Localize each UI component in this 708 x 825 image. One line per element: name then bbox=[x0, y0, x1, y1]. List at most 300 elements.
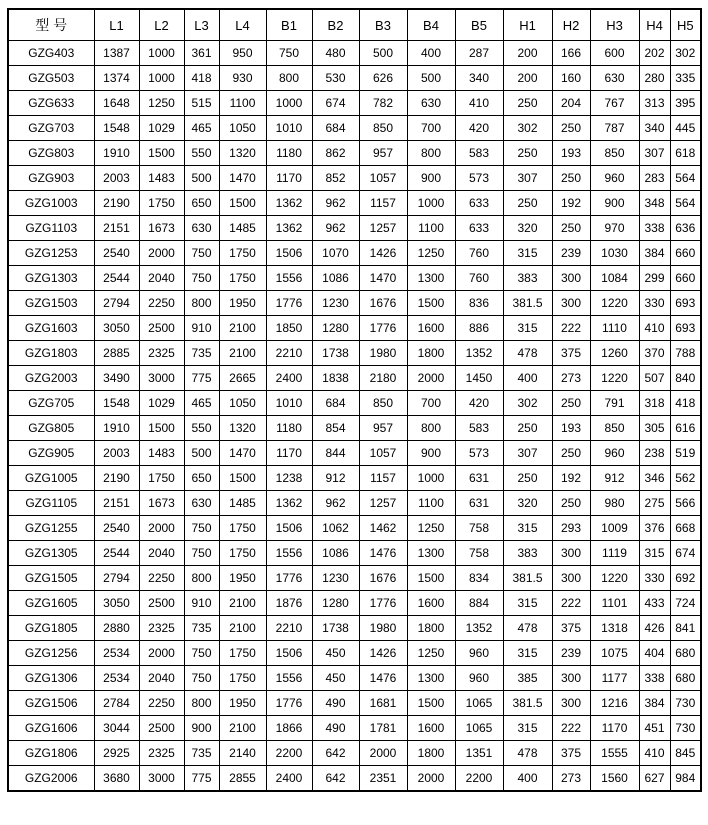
value-cell: 583 bbox=[455, 141, 503, 166]
value-cell: 642 bbox=[312, 741, 359, 766]
table-row bbox=[8, 491, 701, 516]
value-cell: 193 bbox=[552, 416, 590, 441]
value-cell: 2794 bbox=[94, 291, 139, 316]
value-cell: 850 bbox=[359, 116, 407, 141]
value-cell: 750 bbox=[184, 516, 219, 541]
value-cell: 1776 bbox=[266, 691, 312, 716]
value-cell: 1556 bbox=[266, 666, 312, 691]
value-cell: 2540 bbox=[94, 241, 139, 266]
value-cell: 788 bbox=[670, 341, 701, 366]
value-cell: 1075 bbox=[590, 641, 639, 666]
value-cell: 280 bbox=[639, 66, 670, 91]
value-cell: 300 bbox=[552, 666, 590, 691]
value-cell: 984 bbox=[670, 766, 701, 792]
value-cell: 307 bbox=[503, 166, 552, 191]
column-header: H3 bbox=[590, 9, 639, 41]
value-cell: 1065 bbox=[455, 691, 503, 716]
value-cell: 3044 bbox=[94, 716, 139, 741]
value-cell: 450 bbox=[312, 641, 359, 666]
value-cell: 305 bbox=[639, 416, 670, 441]
value-cell: 630 bbox=[590, 66, 639, 91]
value-cell: 1057 bbox=[359, 441, 407, 466]
value-cell: 1300 bbox=[407, 541, 455, 566]
table-row bbox=[8, 566, 701, 591]
value-cell: 1600 bbox=[407, 716, 455, 741]
value-cell: 1910 bbox=[94, 141, 139, 166]
value-cell: 2100 bbox=[219, 716, 266, 741]
value-cell: 2885 bbox=[94, 341, 139, 366]
table-row bbox=[8, 41, 701, 66]
value-cell: 287 bbox=[455, 41, 503, 66]
table-row bbox=[8, 766, 701, 792]
value-cell: 283 bbox=[639, 166, 670, 191]
table-row bbox=[8, 366, 701, 391]
column-header: L1 bbox=[94, 9, 139, 41]
value-cell: 735 bbox=[184, 616, 219, 641]
value-cell: 204 bbox=[552, 91, 590, 116]
value-cell: 775 bbox=[184, 366, 219, 391]
value-cell: 562 bbox=[670, 466, 701, 491]
value-cell: 361 bbox=[184, 41, 219, 66]
value-cell: 1065 bbox=[455, 716, 503, 741]
value-cell: 202 bbox=[639, 41, 670, 66]
model-cell: GZG1256 bbox=[8, 641, 94, 666]
value-cell: 400 bbox=[503, 766, 552, 792]
table-row bbox=[8, 166, 701, 191]
value-cell: 2210 bbox=[266, 616, 312, 641]
value-cell: 912 bbox=[312, 466, 359, 491]
value-cell: 1776 bbox=[359, 316, 407, 341]
column-header: H5 bbox=[670, 9, 701, 41]
value-cell: 1220 bbox=[590, 291, 639, 316]
value-cell: 302 bbox=[503, 391, 552, 416]
table-row bbox=[8, 91, 701, 116]
value-cell: 767 bbox=[590, 91, 639, 116]
value-cell: 340 bbox=[455, 66, 503, 91]
value-cell: 451 bbox=[639, 716, 670, 741]
value-cell: 166 bbox=[552, 41, 590, 66]
value-cell: 3680 bbox=[94, 766, 139, 792]
value-cell: 293 bbox=[552, 516, 590, 541]
value-cell: 1548 bbox=[94, 391, 139, 416]
value-cell: 1681 bbox=[359, 691, 407, 716]
value-cell: 1738 bbox=[312, 616, 359, 641]
value-cell: 1506 bbox=[266, 241, 312, 266]
value-cell: 900 bbox=[407, 441, 455, 466]
model-cell: GZG1103 bbox=[8, 216, 94, 241]
value-cell: 2003 bbox=[94, 166, 139, 191]
model-cell: GZG1503 bbox=[8, 291, 94, 316]
value-cell: 2500 bbox=[139, 316, 184, 341]
value-cell: 852 bbox=[312, 166, 359, 191]
value-cell: 564 bbox=[670, 191, 701, 216]
value-cell: 2925 bbox=[94, 741, 139, 766]
table-row bbox=[8, 441, 701, 466]
table-row bbox=[8, 216, 701, 241]
value-cell: 238 bbox=[639, 441, 670, 466]
value-cell: 480 bbox=[312, 41, 359, 66]
value-cell: 650 bbox=[184, 466, 219, 491]
value-cell: 583 bbox=[455, 416, 503, 441]
value-cell: 841 bbox=[670, 616, 701, 641]
value-cell: 630 bbox=[407, 91, 455, 116]
value-cell: 900 bbox=[590, 191, 639, 216]
table-row bbox=[8, 416, 701, 441]
value-cell: 700 bbox=[407, 391, 455, 416]
value-cell: 250 bbox=[552, 166, 590, 191]
value-cell: 1170 bbox=[266, 441, 312, 466]
value-cell: 335 bbox=[670, 66, 701, 91]
value-cell: 222 bbox=[552, 591, 590, 616]
column-header: H1 bbox=[503, 9, 552, 41]
value-cell: 1000 bbox=[139, 41, 184, 66]
value-cell: 383 bbox=[503, 541, 552, 566]
model-cell: GZG1003 bbox=[8, 191, 94, 216]
value-cell: 2325 bbox=[139, 341, 184, 366]
table-row bbox=[8, 741, 701, 766]
value-cell: 962 bbox=[312, 191, 359, 216]
value-cell: 962 bbox=[312, 491, 359, 516]
value-cell: 250 bbox=[503, 91, 552, 116]
value-cell: 1100 bbox=[407, 491, 455, 516]
table-row bbox=[8, 116, 701, 141]
table-row bbox=[8, 266, 701, 291]
value-cell: 383 bbox=[503, 266, 552, 291]
value-cell: 636 bbox=[670, 216, 701, 241]
value-cell: 426 bbox=[639, 616, 670, 641]
model-cell: GZG2003 bbox=[8, 366, 94, 391]
value-cell: 160 bbox=[552, 66, 590, 91]
column-header: B4 bbox=[407, 9, 455, 41]
value-cell: 2400 bbox=[266, 366, 312, 391]
value-cell: 1555 bbox=[590, 741, 639, 766]
value-cell: 2190 bbox=[94, 466, 139, 491]
value-cell: 1426 bbox=[359, 641, 407, 666]
value-cell: 420 bbox=[455, 116, 503, 141]
value-cell: 1250 bbox=[407, 516, 455, 541]
value-cell: 1673 bbox=[139, 216, 184, 241]
value-cell: 300 bbox=[552, 541, 590, 566]
table-row bbox=[8, 641, 701, 666]
value-cell: 1500 bbox=[139, 141, 184, 166]
value-cell: 1057 bbox=[359, 166, 407, 191]
value-cell: 404 bbox=[639, 641, 670, 666]
value-cell: 1676 bbox=[359, 291, 407, 316]
value-cell: 2250 bbox=[139, 291, 184, 316]
value-cell: 250 bbox=[552, 116, 590, 141]
value-cell: 910 bbox=[184, 591, 219, 616]
value-cell: 530 bbox=[312, 66, 359, 91]
value-cell: 1086 bbox=[312, 541, 359, 566]
value-cell: 616 bbox=[670, 416, 701, 441]
value-cell: 2180 bbox=[359, 366, 407, 391]
value-cell: 1485 bbox=[219, 216, 266, 241]
value-cell: 515 bbox=[184, 91, 219, 116]
value-cell: 1000 bbox=[266, 91, 312, 116]
value-cell: 418 bbox=[184, 66, 219, 91]
value-cell: 1800 bbox=[407, 616, 455, 641]
value-cell: 490 bbox=[312, 716, 359, 741]
value-cell: 750 bbox=[184, 541, 219, 566]
value-cell: 564 bbox=[670, 166, 701, 191]
value-cell: 315 bbox=[503, 241, 552, 266]
value-cell: 735 bbox=[184, 341, 219, 366]
value-cell: 912 bbox=[590, 466, 639, 491]
value-cell: 1250 bbox=[139, 91, 184, 116]
value-cell: 330 bbox=[639, 291, 670, 316]
value-cell: 1506 bbox=[266, 641, 312, 666]
value-cell: 693 bbox=[670, 316, 701, 341]
value-cell: 633 bbox=[455, 216, 503, 241]
model-cell: GZG1303 bbox=[8, 266, 94, 291]
table-row bbox=[8, 541, 701, 566]
value-cell: 850 bbox=[359, 391, 407, 416]
value-cell: 1950 bbox=[219, 566, 266, 591]
value-cell: 1876 bbox=[266, 591, 312, 616]
column-header: B5 bbox=[455, 9, 503, 41]
value-cell: 630 bbox=[184, 491, 219, 516]
value-cell: 631 bbox=[455, 491, 503, 516]
value-cell: 1320 bbox=[219, 416, 266, 441]
value-cell: 844 bbox=[312, 441, 359, 466]
value-cell: 750 bbox=[184, 641, 219, 666]
value-cell: 2100 bbox=[219, 591, 266, 616]
value-cell: 222 bbox=[552, 716, 590, 741]
value-cell: 693 bbox=[670, 291, 701, 316]
value-cell: 300 bbox=[552, 566, 590, 591]
value-cell: 2500 bbox=[139, 716, 184, 741]
model-cell: GZG703 bbox=[8, 116, 94, 141]
value-cell: 1750 bbox=[219, 241, 266, 266]
value-cell: 2200 bbox=[455, 766, 503, 792]
value-cell: 930 bbox=[219, 66, 266, 91]
value-cell: 1738 bbox=[312, 341, 359, 366]
value-cell: 1180 bbox=[266, 416, 312, 441]
value-cell: 1030 bbox=[590, 241, 639, 266]
value-cell: 1000 bbox=[407, 191, 455, 216]
value-cell: 1776 bbox=[266, 566, 312, 591]
value-cell: 1230 bbox=[312, 291, 359, 316]
value-cell: 400 bbox=[407, 41, 455, 66]
value-cell: 1476 bbox=[359, 666, 407, 691]
column-header: B1 bbox=[266, 9, 312, 41]
value-cell: 854 bbox=[312, 416, 359, 441]
value-cell: 500 bbox=[184, 441, 219, 466]
table-row bbox=[8, 341, 701, 366]
value-cell: 1470 bbox=[219, 441, 266, 466]
value-cell: 600 bbox=[590, 41, 639, 66]
value-cell: 550 bbox=[184, 416, 219, 441]
value-cell: 550 bbox=[184, 141, 219, 166]
value-cell: 1426 bbox=[359, 241, 407, 266]
value-cell: 760 bbox=[455, 266, 503, 291]
value-cell: 626 bbox=[359, 66, 407, 91]
value-cell: 782 bbox=[359, 91, 407, 116]
model-cell: GZG503 bbox=[8, 66, 94, 91]
value-cell: 1470 bbox=[219, 166, 266, 191]
value-cell: 1548 bbox=[94, 116, 139, 141]
value-cell: 1910 bbox=[94, 416, 139, 441]
value-cell: 787 bbox=[590, 116, 639, 141]
value-cell: 418 bbox=[670, 391, 701, 416]
model-cell: GZG1005 bbox=[8, 466, 94, 491]
value-cell: 900 bbox=[407, 166, 455, 191]
table-row bbox=[8, 666, 701, 691]
value-cell: 1462 bbox=[359, 516, 407, 541]
value-cell: 633 bbox=[455, 191, 503, 216]
value-cell: 1838 bbox=[312, 366, 359, 391]
value-cell: 1318 bbox=[590, 616, 639, 641]
value-cell: 315 bbox=[503, 641, 552, 666]
value-cell: 566 bbox=[670, 491, 701, 516]
value-cell: 1029 bbox=[139, 116, 184, 141]
value-cell: 346 bbox=[639, 466, 670, 491]
value-cell: 1000 bbox=[139, 66, 184, 91]
value-cell: 750 bbox=[184, 666, 219, 691]
model-cell: GZG1306 bbox=[8, 666, 94, 691]
value-cell: 200 bbox=[503, 41, 552, 66]
value-cell: 1750 bbox=[219, 516, 266, 541]
value-cell: 1776 bbox=[359, 591, 407, 616]
value-cell: 1170 bbox=[590, 716, 639, 741]
value-cell: 800 bbox=[184, 291, 219, 316]
value-cell: 680 bbox=[670, 666, 701, 691]
value-cell: 1648 bbox=[94, 91, 139, 116]
value-cell: 250 bbox=[503, 191, 552, 216]
value-cell: 573 bbox=[455, 166, 503, 191]
value-cell: 1257 bbox=[359, 216, 407, 241]
value-cell: 239 bbox=[552, 641, 590, 666]
column-header: H4 bbox=[639, 9, 670, 41]
value-cell: 300 bbox=[552, 691, 590, 716]
model-cell: GZG1606 bbox=[8, 716, 94, 741]
value-cell: 800 bbox=[407, 141, 455, 166]
value-cell: 2540 bbox=[94, 516, 139, 541]
value-cell: 385 bbox=[503, 666, 552, 691]
value-cell: 1084 bbox=[590, 266, 639, 291]
value-cell: 315 bbox=[503, 516, 552, 541]
value-cell: 845 bbox=[670, 741, 701, 766]
model-cell: GZG1253 bbox=[8, 241, 94, 266]
value-cell: 1800 bbox=[407, 741, 455, 766]
value-cell: 957 bbox=[359, 416, 407, 441]
value-cell: 1050 bbox=[219, 391, 266, 416]
value-cell: 192 bbox=[552, 466, 590, 491]
value-cell: 950 bbox=[219, 41, 266, 66]
table-row bbox=[8, 191, 701, 216]
value-cell: 2210 bbox=[266, 341, 312, 366]
value-cell: 1500 bbox=[219, 466, 266, 491]
model-cell: GZG633 bbox=[8, 91, 94, 116]
value-cell: 395 bbox=[670, 91, 701, 116]
value-cell: 300 bbox=[552, 266, 590, 291]
value-cell: 381.5 bbox=[503, 691, 552, 716]
value-cell: 315 bbox=[503, 591, 552, 616]
value-cell: 1352 bbox=[455, 616, 503, 641]
value-cell: 338 bbox=[639, 216, 670, 241]
value-cell: 250 bbox=[503, 141, 552, 166]
value-cell: 1470 bbox=[359, 266, 407, 291]
value-cell: 1980 bbox=[359, 616, 407, 641]
value-cell: 758 bbox=[455, 516, 503, 541]
value-cell: 1029 bbox=[139, 391, 184, 416]
value-cell: 2040 bbox=[139, 541, 184, 566]
column-header: B2 bbox=[312, 9, 359, 41]
value-cell: 315 bbox=[503, 716, 552, 741]
value-cell: 381.5 bbox=[503, 291, 552, 316]
value-cell: 2784 bbox=[94, 691, 139, 716]
value-cell: 1387 bbox=[94, 41, 139, 66]
value-cell: 1351 bbox=[455, 741, 503, 766]
value-cell: 3050 bbox=[94, 591, 139, 616]
value-cell: 660 bbox=[670, 266, 701, 291]
value-cell: 445 bbox=[670, 116, 701, 141]
value-cell: 2151 bbox=[94, 491, 139, 516]
value-cell: 2040 bbox=[139, 666, 184, 691]
value-cell: 1483 bbox=[139, 441, 184, 466]
table-row bbox=[8, 291, 701, 316]
value-cell: 400 bbox=[503, 366, 552, 391]
value-cell: 2000 bbox=[139, 641, 184, 666]
value-cell: 410 bbox=[455, 91, 503, 116]
model-cell: GZG1805 bbox=[8, 616, 94, 641]
value-cell: 2000 bbox=[139, 516, 184, 541]
value-cell: 850 bbox=[590, 416, 639, 441]
value-cell: 960 bbox=[455, 666, 503, 691]
value-cell: 834 bbox=[455, 566, 503, 591]
value-cell: 1950 bbox=[219, 691, 266, 716]
value-cell: 2200 bbox=[266, 741, 312, 766]
value-cell: 630 bbox=[184, 216, 219, 241]
value-cell: 1086 bbox=[312, 266, 359, 291]
value-cell: 1320 bbox=[219, 141, 266, 166]
value-cell: 1750 bbox=[219, 641, 266, 666]
value-cell: 2534 bbox=[94, 666, 139, 691]
value-cell: 1776 bbox=[266, 291, 312, 316]
value-cell: 384 bbox=[639, 241, 670, 266]
value-cell: 836 bbox=[455, 291, 503, 316]
column-header: L3 bbox=[184, 9, 219, 41]
value-cell: 1500 bbox=[139, 416, 184, 441]
table-row bbox=[8, 66, 701, 91]
value-cell: 1300 bbox=[407, 666, 455, 691]
value-cell: 1362 bbox=[266, 216, 312, 241]
value-cell: 884 bbox=[455, 591, 503, 616]
value-cell: 1010 bbox=[266, 391, 312, 416]
value-cell: 250 bbox=[503, 466, 552, 491]
value-cell: 2534 bbox=[94, 641, 139, 666]
column-header: H2 bbox=[552, 9, 590, 41]
header-row bbox=[8, 9, 701, 41]
value-cell: 760 bbox=[455, 241, 503, 266]
value-cell: 758 bbox=[455, 541, 503, 566]
value-cell: 1238 bbox=[266, 466, 312, 491]
model-cell: GZG1505 bbox=[8, 566, 94, 591]
value-cell: 1230 bbox=[312, 566, 359, 591]
table-body bbox=[8, 41, 701, 792]
value-cell: 1781 bbox=[359, 716, 407, 741]
value-cell: 800 bbox=[184, 566, 219, 591]
value-cell: 1362 bbox=[266, 491, 312, 516]
value-cell: 1070 bbox=[312, 241, 359, 266]
value-cell: 200 bbox=[503, 66, 552, 91]
value-cell: 1119 bbox=[590, 541, 639, 566]
value-cell: 862 bbox=[312, 141, 359, 166]
value-cell: 2400 bbox=[266, 766, 312, 792]
value-cell: 507 bbox=[639, 366, 670, 391]
value-cell: 1500 bbox=[407, 291, 455, 316]
value-cell: 490 bbox=[312, 691, 359, 716]
